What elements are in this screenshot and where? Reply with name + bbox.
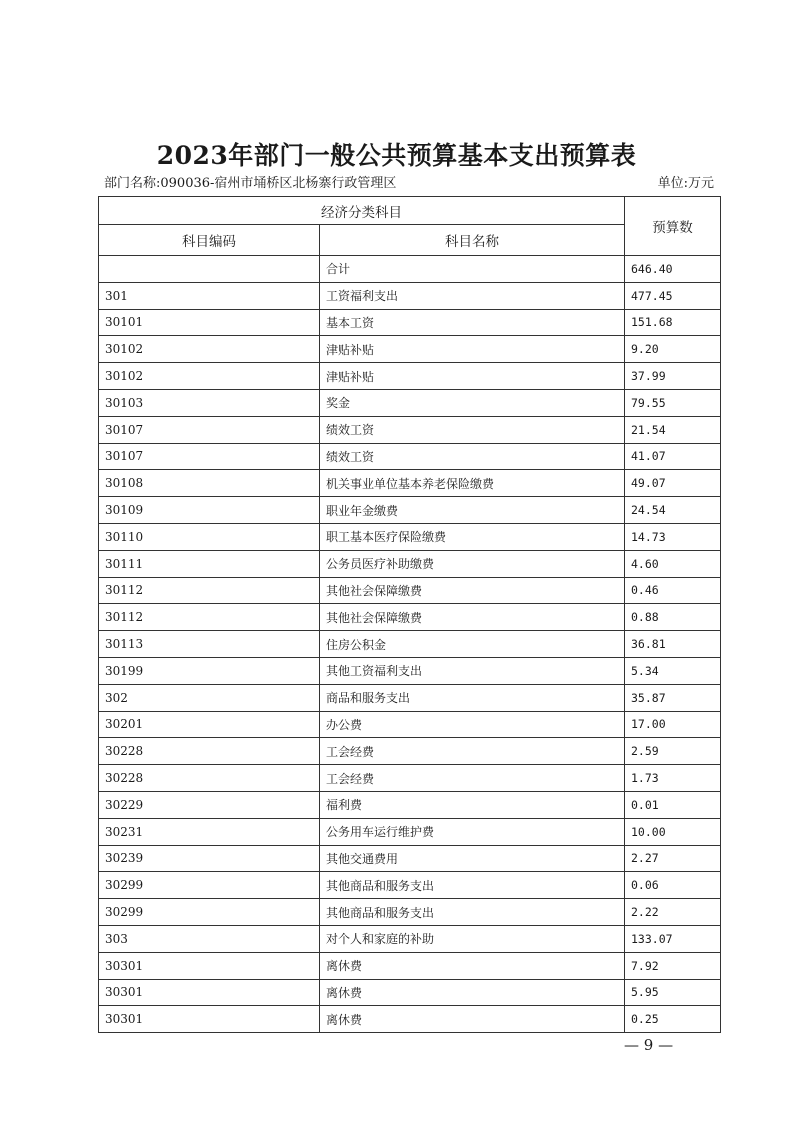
subject-code-cell: 30112 (99, 604, 320, 631)
subject-code-cell: 30201 (99, 711, 320, 738)
subject-code-cell: 30107 (99, 416, 320, 443)
subject-name-cell: 津贴补贴 (320, 336, 625, 363)
table-row (99, 684, 721, 711)
budget-amount-cell: 0.25 (625, 1006, 721, 1033)
table-row (99, 604, 721, 631)
table-row (99, 470, 721, 497)
budget-amount-cell: 36.81 (625, 631, 721, 658)
subject-code-cell: 30301 (99, 979, 320, 1006)
subject-name-cell: 工会经费 (320, 765, 625, 792)
budget-amount-cell: 1.73 (625, 765, 721, 792)
budget-amount-cell: 37.99 (625, 363, 721, 390)
subject-code-cell: 30239 (99, 845, 320, 872)
table-row (99, 657, 721, 684)
subject-name-cell: 其他商品和服务支出 (320, 899, 625, 926)
budget-amount-cell: 2.59 (625, 738, 721, 765)
table-row (99, 899, 721, 926)
budget-amount-cell: 5.34 (625, 657, 721, 684)
budget-amount-cell: 2.27 (625, 845, 721, 872)
table-row (99, 952, 721, 979)
page-number: — 9 — (624, 1036, 674, 1054)
table-body (99, 256, 721, 1033)
subject-code-cell: 30299 (99, 872, 320, 899)
budget-amount-cell: 477.45 (625, 282, 721, 309)
budget-amount-cell: 21.54 (625, 416, 721, 443)
budget-amount-cell: 0.88 (625, 604, 721, 631)
budget-amount-cell: 7.92 (625, 952, 721, 979)
budget-amount-cell: 4.60 (625, 550, 721, 577)
subject-code-cell: 30112 (99, 577, 320, 604)
subject-name-cell: 绩效工资 (320, 416, 625, 443)
table-row (99, 550, 721, 577)
subject-name-cell: 离休费 (320, 1006, 625, 1033)
budget-amount-cell: 10.00 (625, 818, 721, 845)
subject-code-cell: 30101 (99, 309, 320, 336)
table-row (99, 336, 721, 363)
subject-name-cell: 基本工资 (320, 309, 625, 336)
subject-code-cell: 30103 (99, 389, 320, 416)
header-budget-amount: 预算数 (625, 197, 721, 256)
subject-name-cell: 职业年金缴费 (320, 497, 625, 524)
subject-code-cell: 30229 (99, 791, 320, 818)
table-row (99, 443, 721, 470)
table-row (99, 523, 721, 550)
subject-name-cell: 公务用车运行维护费 (320, 818, 625, 845)
table-header (99, 197, 721, 256)
subject-name-cell: 津贴补贴 (320, 363, 625, 390)
table-row (99, 925, 721, 952)
table-row (99, 979, 721, 1006)
subject-name-cell: 商品和服务支出 (320, 684, 625, 711)
table-row (99, 818, 721, 845)
table-row (99, 577, 721, 604)
subject-name-cell: 其他社会保障缴费 (320, 577, 625, 604)
subject-code-cell: 30231 (99, 818, 320, 845)
subject-code-cell: 301 (99, 282, 320, 309)
subject-name-cell: 机关事业单位基本养老保险缴费 (320, 470, 625, 497)
table-row (99, 845, 721, 872)
department-name: 部门名称:090036-宿州市埇桥区北杨寨行政管理区 (104, 176, 397, 191)
table-row (99, 791, 721, 818)
table-row (99, 309, 721, 336)
header-subject-name: 科目名称 (320, 225, 625, 256)
subject-name-cell: 对个人和家庭的补助 (320, 925, 625, 952)
subject-code-cell: 30102 (99, 336, 320, 363)
subject-code-cell: 30299 (99, 899, 320, 926)
subject-code-cell (99, 256, 320, 283)
subject-name-cell: 公务员医疗补助缴费 (320, 550, 625, 577)
subject-code-cell: 30199 (99, 657, 320, 684)
table-row (99, 282, 721, 309)
subject-name-cell: 其他商品和服务支出 (320, 872, 625, 899)
table-row (99, 738, 721, 765)
subject-code-cell: 30228 (99, 765, 320, 792)
subject-name-cell: 其他社会保障缴费 (320, 604, 625, 631)
table-row (99, 497, 721, 524)
subject-code-cell: 30301 (99, 1006, 320, 1033)
subject-name-cell: 其他交通费用 (320, 845, 625, 872)
subject-code-cell: 30111 (99, 550, 320, 577)
table-row (99, 765, 721, 792)
header-economic-classification: 经济分类科目 (99, 197, 625, 225)
subject-name-cell: 离休费 (320, 979, 625, 1006)
budget-amount-cell: 49.07 (625, 470, 721, 497)
subject-code-cell: 30108 (99, 470, 320, 497)
table-row (99, 389, 721, 416)
subject-code-cell: 30109 (99, 497, 320, 524)
subject-name-cell: 职工基本医疗保险缴费 (320, 523, 625, 550)
budget-amount-cell: 17.00 (625, 711, 721, 738)
subject-code-cell: 30228 (99, 738, 320, 765)
budget-table (98, 196, 721, 1033)
budget-amount-cell: 79.55 (625, 389, 721, 416)
subject-name-cell: 住房公积金 (320, 631, 625, 658)
subject-name-cell: 工会经费 (320, 738, 625, 765)
budget-amount-cell: 151.68 (625, 309, 721, 336)
subject-name-cell: 工资福利支出 (320, 282, 625, 309)
subject-name-cell: 绩效工资 (320, 443, 625, 470)
budget-amount-cell: 5.95 (625, 979, 721, 1006)
subject-name-cell: 离休费 (320, 952, 625, 979)
budget-amount-cell: 2.22 (625, 899, 721, 926)
budget-amount-cell: 0.46 (625, 577, 721, 604)
unit-label: 单位:万元 (657, 176, 714, 191)
table-row (99, 872, 721, 899)
budget-amount-cell: 133.07 (625, 925, 721, 952)
budget-amount-cell: 646.40 (625, 256, 721, 283)
subject-code-cell: 30113 (99, 631, 320, 658)
page-title: 2023年部门一般公共预算基本支出预算表 (156, 141, 637, 170)
table-row (99, 1006, 721, 1033)
subject-code-cell: 302 (99, 684, 320, 711)
subject-name-cell: 其他工资福利支出 (320, 657, 625, 684)
subject-name-cell: 福利费 (320, 791, 625, 818)
table-row (99, 256, 721, 283)
table-row (99, 363, 721, 390)
budget-amount-cell: 24.54 (625, 497, 721, 524)
header-subject-code: 科目编码 (99, 225, 320, 256)
subject-name-cell: 合计 (320, 256, 625, 283)
subject-code-cell: 30102 (99, 363, 320, 390)
subject-code-cell: 30107 (99, 443, 320, 470)
subject-name-cell: 奖金 (320, 389, 625, 416)
budget-amount-cell: 0.01 (625, 791, 721, 818)
table-row (99, 416, 721, 443)
budget-amount-cell: 41.07 (625, 443, 721, 470)
subject-code-cell: 30301 (99, 952, 320, 979)
budget-amount-cell: 9.20 (625, 336, 721, 363)
budget-amount-cell: 0.06 (625, 872, 721, 899)
subject-name-cell: 办公费 (320, 711, 625, 738)
table-row (99, 711, 721, 738)
budget-amount-cell: 35.87 (625, 684, 721, 711)
budget-amount-cell: 14.73 (625, 523, 721, 550)
table-row (99, 631, 721, 658)
subject-code-cell: 30110 (99, 523, 320, 550)
subject-code-cell: 303 (99, 925, 320, 952)
